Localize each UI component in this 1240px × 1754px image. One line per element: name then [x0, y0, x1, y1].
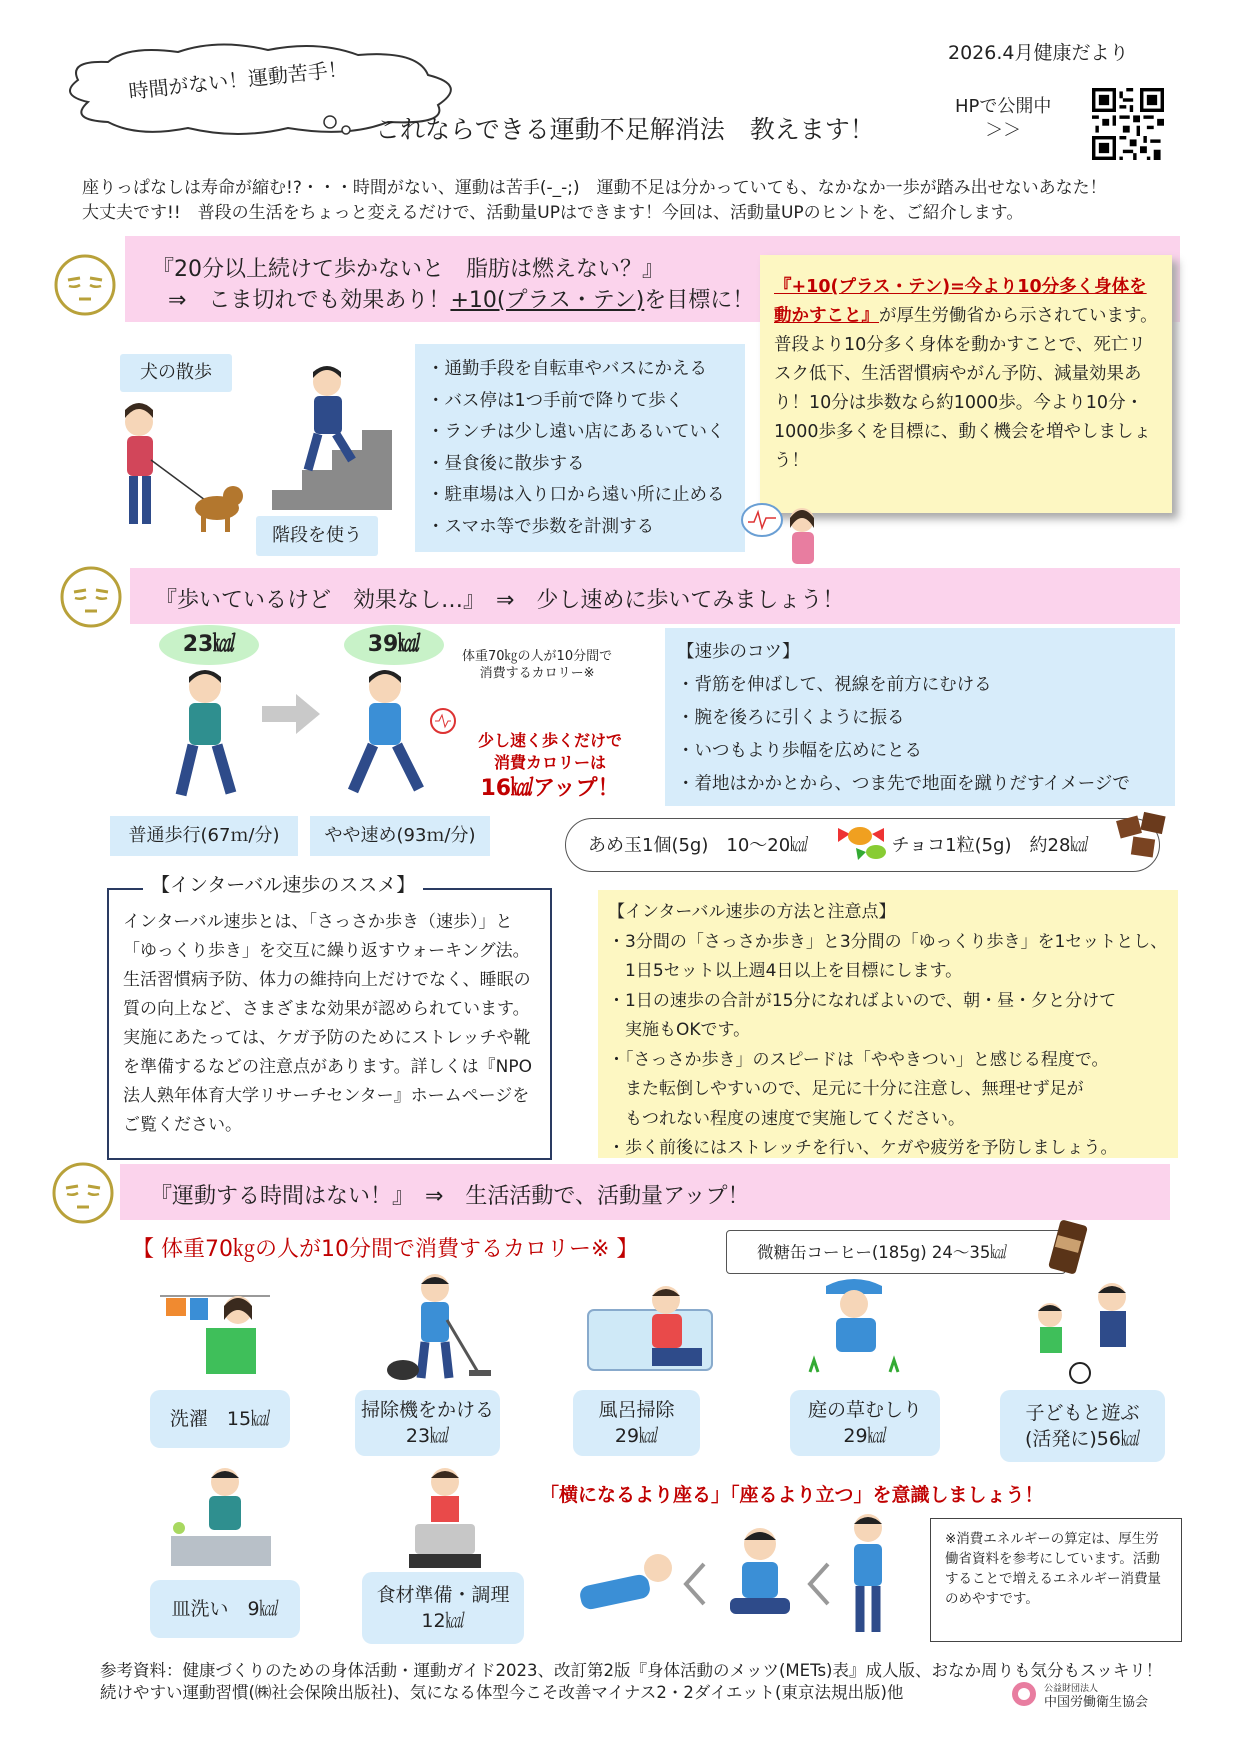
lying-sitting-standing-illustration — [570, 1510, 910, 1635]
activity-kcal: (活発に)56㎉ — [1024, 1428, 1140, 1450]
list-item: ・ランチは少し遠い店にあるいていく — [427, 422, 725, 442]
activity-label: 子どもと遊ぶ — [1025, 1402, 1140, 1424]
footnote-box: ※消費エネルギーの算定は、厚生労働省資料を参考にしています。活動することで増えるエネルギー消費量のめやすです。 — [930, 1518, 1182, 1642]
list-item: もつれない程度の速度で実施してください。 — [608, 1108, 965, 1129]
children-play-illustration — [1020, 1275, 1150, 1385]
plus-ten-note-red: 『+10(プラス・テン)=今より10分多く身体を動かすこと』 — [774, 277, 1147, 326]
arrow-right-icon — [262, 692, 322, 736]
section2-title: 『歩いているけど 効果なし…』 ⇒ 少し速めに歩いてみましょう！ — [155, 588, 845, 613]
plus-ten-emphasis: +10(プラス・テン) — [450, 288, 645, 313]
kcal-normal-bubble: 23㎉ — [159, 625, 259, 665]
hp-notice — [955, 95, 1051, 143]
activity-children-play — [1000, 1390, 1165, 1462]
qr-code[interactable] — [1092, 88, 1164, 160]
laundry-illustration — [160, 1280, 270, 1385]
hp-notice-line2: ＞＞ — [985, 120, 1022, 141]
calorie-up-callout — [478, 730, 622, 804]
activity-kcal: 12㎉ — [421, 1610, 465, 1632]
weeding-illustration — [800, 1272, 910, 1382]
vacuum-illustration — [385, 1270, 495, 1385]
sleepy-face-icon — [58, 564, 124, 630]
fast-walk-tips — [665, 628, 1175, 806]
list-item: ・スマホ等で歩数を計測する — [427, 516, 655, 537]
references — [100, 1660, 1162, 1704]
section1-title-line2a: ⇒ こま切れでも効果あり！ — [168, 288, 451, 313]
candy-icon — [832, 808, 898, 864]
section1-title-line1: 『20分以上続けて歩かないと 脂肪は燃えない？』 — [152, 257, 664, 282]
choco-calorie: チョコ1粒(5g) 約28㎉ — [891, 835, 1089, 856]
calorie-caption-line2: 消費するカロリー※ — [479, 666, 595, 681]
calorie-up-line1: 少し速く歩くだけで — [478, 731, 623, 750]
stairs-illustration — [272, 360, 392, 510]
list-item: また転倒しやすいので、足元に十分に注意し、無理せず足が — [608, 1079, 1084, 1099]
list-item: ・バス停は1つ手前で降りて歩く — [427, 390, 684, 411]
list-item: ・1日の速歩の合計が15分になればよいので、朝・昼・夕と分けて — [608, 990, 1117, 1011]
fast-walk-illustration — [335, 665, 465, 805]
sleepy-face-icon — [52, 252, 118, 318]
activity-kcal: 29㎉ — [843, 1425, 887, 1447]
kcal-fast-bubble: 39㎉ — [344, 625, 444, 665]
list-item: ・歩く前後にはストレッチを行い、ケガや疲労を予防しましょう。 — [608, 1138, 1118, 1158]
activity-label: 洗濯 15㎉ — [169, 1408, 271, 1430]
activity-label: 皿洗い 9㎉ — [171, 1598, 279, 1620]
organization-type: 公益財団法人 — [1044, 1684, 1099, 1694]
references-line1: 参考資料：健康づくりのための身体活動・運動ガイド2023、改訂第2版『身体活動のメッツ(METs)表』成人版、おなか周りも気分もスッキリ！ — [100, 1661, 1163, 1680]
kcal-list-title: 【 体重70㎏の人が10分間で消費するカロリー※ 】 — [132, 1237, 639, 1262]
headline: これならできる運動不足解消法 教えます！ — [375, 115, 875, 144]
label-normal-walk: 普通歩行(67ｍ/分) — [110, 816, 298, 856]
section1-title-line2c: を目標に！ — [644, 288, 755, 313]
interval-walk-box — [107, 888, 552, 1160]
intro-text — [82, 176, 1107, 226]
cooking-illustration — [395, 1462, 495, 1574]
label-fast-walk: やや速め(93ｍ/分) — [310, 816, 490, 856]
interval-method-box — [598, 890, 1178, 1158]
tips-title: 【速歩のコツ】 — [677, 642, 800, 662]
list-item: ・腕を後ろに引くように振る — [677, 708, 905, 728]
list-item: ・通勤手段を自転車やバスにかえる — [427, 359, 707, 379]
list-item: ・いつもより歩幅を広めにとる — [677, 741, 922, 761]
plus-ten-note-body: が厚生労働省から示されています。普段より10分多く身体を動かすことで、死亡リスク低下、生活習慣病やがん予防、減量効果あり！10分は歩数なら約1000歩。今より10分・1000歩多くを目標に、動く機会を増やしましょう！ — [774, 306, 1158, 471]
chocolate-icon — [1112, 808, 1172, 864]
calorie-up-line3: 16㎉アップ！ — [480, 776, 620, 801]
label-stairs: 階段を使う — [256, 516, 378, 556]
activity-vacuum — [355, 1390, 500, 1456]
label-dog-walk: 犬の散歩 — [120, 354, 232, 392]
issue-date: 2026.4月健康だより — [948, 42, 1129, 64]
organization-logo-icon — [1010, 1680, 1038, 1708]
thought-dots — [320, 110, 360, 140]
section1-title-line2 — [168, 283, 754, 314]
dog-walk-illustration — [105, 400, 245, 540]
activity-laundry — [150, 1390, 290, 1448]
activity-label: 掃除機をかける — [360, 1399, 494, 1421]
activity-cooking — [362, 1572, 524, 1644]
smartphone-steps-illustration — [740, 498, 822, 564]
organization-title: 中国労働衛生協会 — [1044, 1695, 1149, 1710]
hp-notice-line1: HPで公開中 — [955, 96, 1052, 117]
list-item: ・昼食後に散歩する — [427, 453, 585, 474]
calorie-caption-line1: 体重70㎏の人が10分間で — [462, 649, 613, 664]
activity-kcal: 29㎉ — [614, 1425, 659, 1447]
posture-awareness: 「横になるより座る」「座るより立つ」を意識しましょう！ — [540, 1484, 1044, 1506]
bath-cleaning-illustration — [582, 1280, 722, 1385]
coffee-can-icon — [1046, 1216, 1092, 1278]
references-line2: 続けやすい運動習慣(㈱社会保険出版社)、気になる体型今こそ改善マイナス2・2ダイエット(東京法規出版)他 — [100, 1683, 904, 1702]
cloud-text: 時間がない！運動苦手！ — [127, 56, 349, 104]
activity-weeding — [790, 1390, 940, 1456]
dishwashing-illustration — [165, 1462, 275, 1574]
method-list — [608, 928, 1168, 1164]
organization-name — [1044, 1682, 1148, 1710]
activity-kcal: 23㎉ — [405, 1425, 450, 1447]
list-item: ・駐車場は入り口から遠い所に止める — [427, 485, 725, 505]
list-item: ・背筋を伸ばして、視線を前方にむける — [677, 675, 992, 695]
activity-label: 庭の草むしり — [807, 1399, 922, 1421]
list-item: ・着地はかかとから、つま先で地面を蹴りだすイメージで — [677, 774, 1130, 794]
activity-label: 食材準備・調理 — [376, 1584, 510, 1606]
activity-label: 風呂掃除 — [598, 1399, 675, 1421]
list-item: ・3分間の「さっさか歩き」と3分間の「ゆっくり歩き」を1セットとし、 — [608, 931, 1168, 952]
normal-walk-illustration — [155, 665, 255, 805]
activity-tips-list — [415, 344, 745, 552]
calorie-caption — [462, 648, 612, 682]
section3-title: 『運動する時間はない！』 ⇒ 生活活動で、活動量アップ！ — [150, 1184, 750, 1209]
candy-calorie: あめ玉1個(5g) 10～20㎉ — [588, 835, 809, 856]
list-item: ・「さっさか歩き」のスピードは「ややきつい」と感じる程度で。 — [608, 1049, 1109, 1070]
intro-line2: 大丈夫です!! 普段の生活をちょっと変えるだけで、活動量UPはできます！今回は、活動量UPのヒントを、ご紹介します。 — [82, 203, 1024, 223]
interval-title: 【インターバル速歩のススメ】 — [143, 870, 423, 897]
sleepy-face-icon — [50, 1160, 116, 1226]
intro-line1: 座りっぱなしは寿命が縮む!?・・・時間がない、運動は苦手(-_-;) 運動不足は分かっていても、なかなか一歩が踏み出せないあなた！ — [82, 178, 1107, 198]
method-title: 【インターバル速歩の方法と注意点】 — [608, 902, 896, 922]
list-item: 実施もOKです。 — [608, 1020, 751, 1040]
list-item: 1日5セット以上週4日以上を目標にします。 — [608, 961, 963, 981]
interval-body: インターバル速歩とは、「さっさか歩き（速歩）」と「ゆっくり歩き」を交互に繰り返すウォーキング法。生活習慣病予防、体力の維持向上だけでなく、睡眠の質の向上など、さまざまな効果が認められています。実施にあたっては、ケガ予防のためにストレッチや靴を準備するなどの注意点があります。詳しくは『NPO法人熟年体育大学リサーチセンター』ホームページをご覧ください。 — [123, 912, 532, 1135]
activity-bath — [573, 1390, 700, 1456]
calorie-up-line2: 消費カロリーは — [494, 753, 607, 772]
coffee-calorie-note: 微糖缶コーヒー(185g) 24～35㎉ — [726, 1230, 1066, 1274]
activity-dishwashing — [150, 1580, 300, 1638]
plus-ten-note — [760, 255, 1172, 513]
